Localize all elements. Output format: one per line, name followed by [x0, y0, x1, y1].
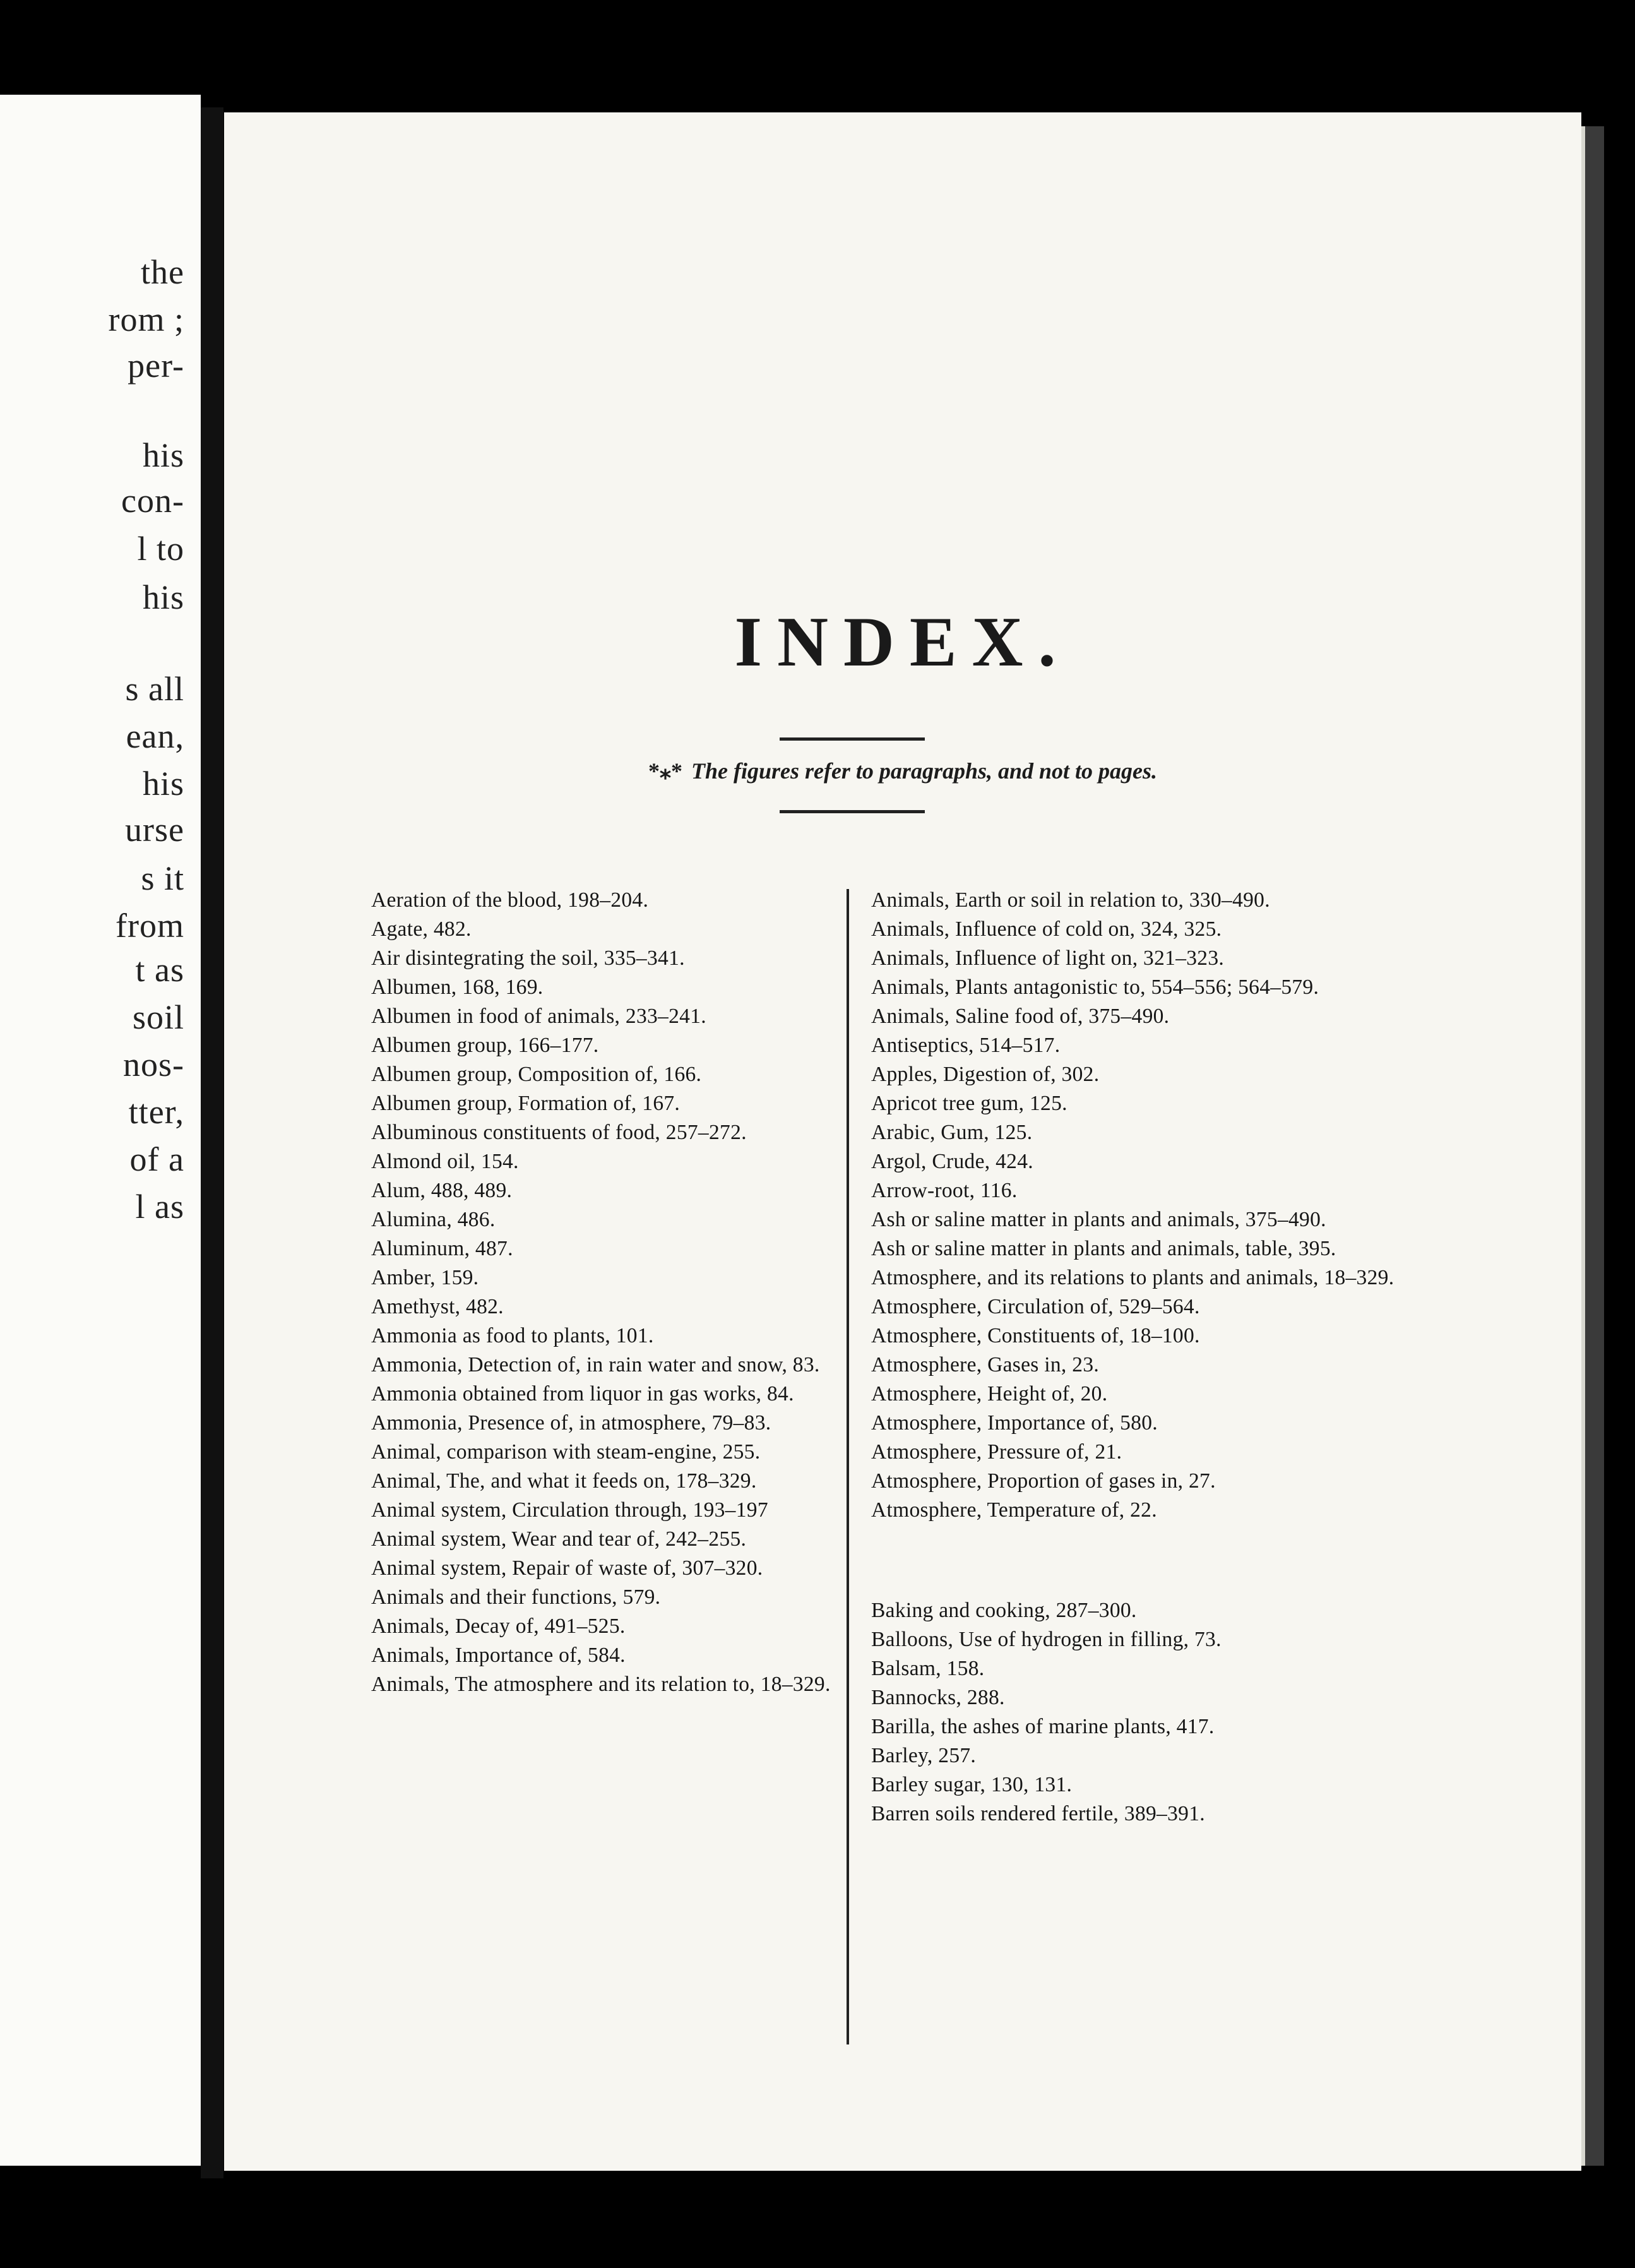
index-entry: Animals, Influence of light on, 321–323.: [871, 946, 1225, 970]
index-entry: Albuminous constituents of food, 257–272.: [371, 1121, 747, 1144]
facing-page-text-fragment: nos-: [123, 1046, 184, 1083]
index-entry: Albumen group, 166–177.: [371, 1034, 599, 1057]
index-note-text: The figures refer to paragraphs, and not to pages.: [691, 758, 1158, 784]
index-entry: Ash or saline matter in plants and animals, 375–490.: [871, 1208, 1326, 1231]
index-entry: Agate, 482.: [371, 917, 472, 941]
index-entry: Antiseptics, 514–517.: [871, 1034, 1061, 1057]
facing-page-text-fragment: ean,: [126, 717, 184, 755]
facing-page-text-fragment: from: [116, 907, 184, 945]
index-entry: Animal system, Circulation through, 193–197: [371, 1498, 768, 1522]
index-entry: Atmosphere, Pressure of, 21.: [871, 1440, 1122, 1464]
index-entry: Animals, Influence of cold on, 324, 325.: [871, 917, 1222, 941]
facing-page-text-fragment: his: [142, 436, 184, 474]
index-entry: Atmosphere, and its relations to plants and animals, 18–329.: [871, 1266, 1394, 1289]
asterism: *⁎*: [648, 758, 682, 784]
facing-page-text-fragment: t as: [135, 951, 184, 989]
facing-page-text-fragment: con-: [121, 482, 184, 520]
index-entry: Apricot tree gum, 125.: [871, 1092, 1067, 1115]
index-entry: Bannocks, 288.: [871, 1686, 1005, 1709]
index-entry: Animals and their functions, 579.: [371, 1585, 661, 1609]
index-entry: Animal system, Wear and tear of, 242–255.: [371, 1527, 747, 1551]
index-entry: Animals, The atmosphere and its relation to, 18–329.: [371, 1673, 831, 1696]
facing-page-text-fragment: his: [142, 578, 184, 616]
index-entry: Animals, Plants antagonistic to, 554–556; 564–579.: [871, 976, 1319, 999]
index-entry: Aluminum, 487.: [371, 1237, 513, 1260]
facing-page-text-fragment: per-: [128, 347, 184, 385]
index-entry: Barren soils rendered fertile, 389–391.: [871, 1802, 1205, 1825]
index-entry: Atmosphere, Height of, 20.: [871, 1382, 1108, 1406]
index-entry: Baking and cooking, 287–300.: [871, 1599, 1137, 1622]
column-divider: [847, 889, 849, 2044]
index-entry: Aeration of the blood, 198–204.: [371, 888, 649, 912]
index-entry: Alum, 488, 489.: [371, 1179, 513, 1202]
index-entry: Atmosphere, Gases in, 23.: [871, 1353, 1100, 1376]
index-entry: Animals, Saline food of, 375–490.: [871, 1005, 1170, 1028]
index-entry: Albumen, 168, 169.: [371, 976, 544, 999]
index-entry: Apples, Digestion of, 302.: [871, 1063, 1100, 1086]
facing-page-text-fragment: l as: [135, 1188, 184, 1226]
index-entry: Albumen group, Composition of, 166.: [371, 1063, 702, 1086]
index-entry: Ammonia, Detection of, in rain water and snow, 83.: [371, 1353, 820, 1376]
index-entry: Animals, Earth or soil in relation to, 330–490.: [871, 888, 1270, 912]
index-entry: Animal, comparison with steam-engine, 255.: [371, 1440, 761, 1464]
index-entry: Balsam, 158.: [871, 1657, 985, 1680]
index-entry: Atmosphere, Temperature of, 22.: [871, 1498, 1157, 1522]
facing-page-text-fragment: s it: [141, 859, 184, 897]
index-entry: Atmosphere, Importance of, 580.: [871, 1411, 1158, 1435]
index-entry: Barley sugar, 130, 131.: [871, 1773, 1073, 1796]
index-page: [224, 112, 1581, 2171]
facing-page-fragment: [0, 95, 201, 2166]
facing-page-text-fragment: l to: [137, 530, 184, 568]
page-title: INDEX.: [734, 603, 1071, 681]
title-rule-bottom: [780, 810, 925, 813]
index-entry: Barilla, the ashes of marine plants, 417.: [871, 1715, 1215, 1738]
facing-page-text-fragment: the: [141, 253, 184, 291]
index-entry: Balloons, Use of hydrogen in filling, 73.: [871, 1628, 1222, 1651]
index-entry: Air disintegrating the soil, 335–341.: [371, 946, 685, 970]
index-entry: Arrow-root, 116.: [871, 1179, 1018, 1202]
index-section-gap: [871, 1546, 1559, 1575]
index-entry: Alumina, 486.: [371, 1208, 496, 1231]
index-entry: Amethyst, 482.: [371, 1295, 504, 1318]
title-rule-top: [780, 737, 925, 741]
facing-page-text-fragment: tter,: [128, 1093, 184, 1131]
page-edge: [1581, 126, 1604, 2166]
facing-page-text-fragment: his: [142, 765, 184, 803]
index-entry: Atmosphere, Constituents of, 18–100.: [871, 1324, 1200, 1347]
index-column-right: [871, 886, 1559, 1829]
book-gutter: [201, 107, 223, 2178]
index-entry: Animals, Importance of, 584.: [371, 1644, 626, 1667]
index-entry: Arabic, Gum, 125.: [871, 1121, 1033, 1144]
index-entry: Ash or saline matter in plants and animals, table, 395.: [871, 1237, 1336, 1260]
index-entry: Animals, Decay of, 491–525.: [371, 1614, 626, 1638]
index-entry: Amber, 159.: [371, 1266, 479, 1289]
index-entry: Ammonia obtained from liquor in gas works, 84.: [371, 1382, 794, 1406]
index-entry: Argol, Crude, 424.: [871, 1150, 1033, 1173]
index-entry: Barley, 257.: [871, 1744, 977, 1767]
index-entry: Animal, The, and what it feeds on, 178–329.: [371, 1469, 757, 1493]
facing-page-text-fragment: soil: [132, 998, 184, 1036]
index-note: [224, 758, 1581, 784]
facing-page-text-fragment: urse: [125, 811, 184, 849]
facing-page-text-fragment: rom ;: [108, 301, 184, 338]
index-entry: Atmosphere, Circulation of, 529–564.: [871, 1295, 1200, 1318]
index-entry: Atmosphere, Proportion of gases in, 27.: [871, 1469, 1216, 1493]
index-entry: Albumen in food of animals, 233–241.: [371, 1005, 706, 1028]
facing-page-text-fragment: s all: [125, 670, 184, 708]
index-entry: Animal system, Repair of waste of, 307–320.: [371, 1556, 763, 1580]
facing-page-text-fragment: of a: [129, 1140, 184, 1178]
index-entry: Albumen group, Formation of, 167.: [371, 1092, 681, 1115]
index-entry: Ammonia, Presence of, in atmosphere, 79–83.: [371, 1411, 771, 1435]
index-entry: Almond oil, 154.: [371, 1150, 519, 1173]
index-entry: Ammonia as food to plants, 101.: [371, 1324, 654, 1347]
